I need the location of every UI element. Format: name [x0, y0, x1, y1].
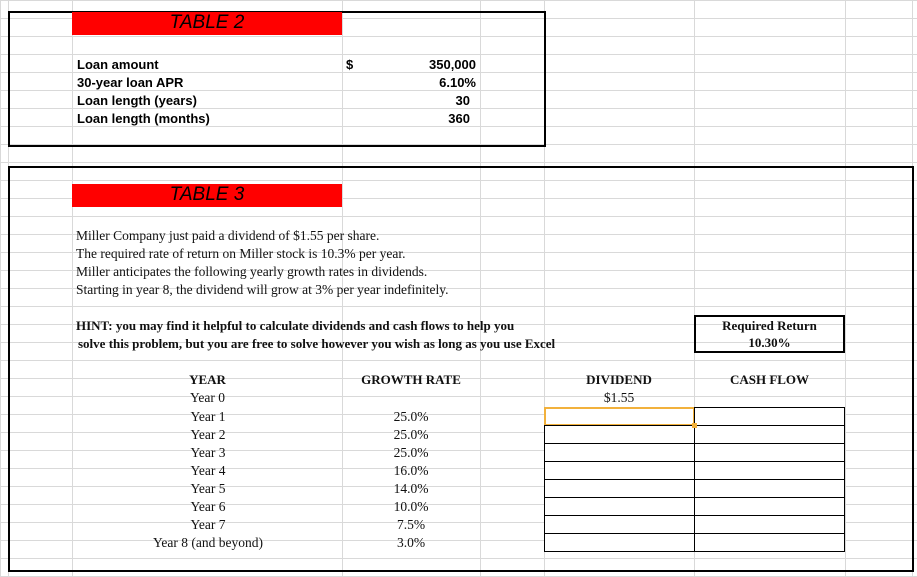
description-line: Miller Company just paid a dividend of $1.55 per share. [76, 228, 380, 243]
table2-title: TABLE 2 [72, 12, 342, 35]
cash-flow-input-cell[interactable] [694, 407, 845, 426]
description-line: Starting in year 8, the dividend will grow at 3% per year indefinitely. [76, 282, 449, 297]
table3-title: TABLE 3 [72, 184, 342, 207]
header-cash-flow: CASH FLOW [729, 372, 810, 387]
hint-line: HINT: you may find it helpful to calculate dividends and cash flows to help you [76, 318, 515, 333]
hint-line: solve this problem, but you are free to solve however you wish as long as you use Excel [78, 336, 556, 351]
year-label: Year 8 (and beyond) [153, 535, 263, 550]
loan-months-label: Loan length (months) [77, 111, 210, 126]
loan-amount-label: Loan amount [77, 57, 159, 72]
dividend-input-cell[interactable] [544, 497, 695, 516]
cash-flow-input-cell[interactable] [694, 515, 845, 534]
loan-apr-label: 30-year loan APR [77, 75, 184, 90]
header-growth-rate: GROWTH RATE [361, 372, 461, 387]
cash-flow-input-cell[interactable] [694, 461, 845, 480]
currency-symbol: $ [346, 57, 354, 72]
dividend-input-cell[interactable] [544, 461, 695, 480]
year-0-dividend[interactable]: $1.55 [603, 390, 635, 405]
header-dividend: DIVIDEND [586, 372, 652, 387]
growth-rate-value[interactable]: 25.0% [393, 427, 429, 442]
loan-years-value[interactable]: 30 [455, 93, 470, 108]
fill-handle[interactable] [692, 423, 697, 428]
year-0-label: Year 0 [189, 390, 225, 405]
growth-rate-value[interactable]: 25.0% [393, 409, 429, 424]
year-label: Year 5 [190, 481, 226, 496]
year-label: Year 1 [190, 409, 226, 424]
dividend-cell-selected[interactable] [544, 407, 695, 426]
growth-rate-value[interactable]: 25.0% [393, 445, 429, 460]
cash-flow-input-cell[interactable] [694, 533, 845, 552]
growth-rate-value[interactable]: 16.0% [393, 463, 429, 478]
loan-amount-value[interactable]: 350,000 [429, 57, 476, 72]
cash-flow-input-cell[interactable] [694, 479, 845, 498]
growth-rate-value[interactable]: 3.0% [396, 535, 426, 550]
required-return-label: Required Return [722, 318, 817, 333]
dividend-input-cell[interactable] [544, 425, 695, 444]
loan-months-value[interactable]: 360 [448, 111, 470, 126]
description-line: The required rate of return on Miller stock is 10.3% per year. [76, 246, 406, 261]
dividend-input-cell[interactable] [544, 515, 695, 534]
growth-rate-value[interactable]: 14.0% [393, 481, 429, 496]
year-label: Year 4 [190, 463, 226, 478]
required-return-value[interactable]: 10.30% [748, 335, 791, 350]
growth-rate-value[interactable]: 10.0% [393, 499, 429, 514]
header-year: YEAR [189, 372, 226, 387]
dividend-input-cell[interactable] [544, 479, 695, 498]
cash-flow-input-cell[interactable] [694, 497, 845, 516]
growth-rate-value[interactable]: 7.5% [396, 517, 426, 532]
year-label: Year 2 [190, 427, 226, 442]
year-label: Year 3 [190, 445, 226, 460]
dividend-input-cell[interactable] [544, 443, 695, 462]
cash-flow-input-cell[interactable] [694, 425, 845, 444]
loan-years-label: Loan length (years) [77, 93, 197, 108]
year-label: Year 7 [190, 517, 226, 532]
description-line: Miller anticipates the following yearly growth rates in dividends. [76, 264, 428, 279]
dividend-input-cell[interactable] [544, 533, 695, 552]
cash-flow-input-cell[interactable] [694, 443, 845, 462]
loan-apr-value[interactable]: 6.10% [439, 75, 476, 90]
year-label: Year 6 [190, 499, 226, 514]
